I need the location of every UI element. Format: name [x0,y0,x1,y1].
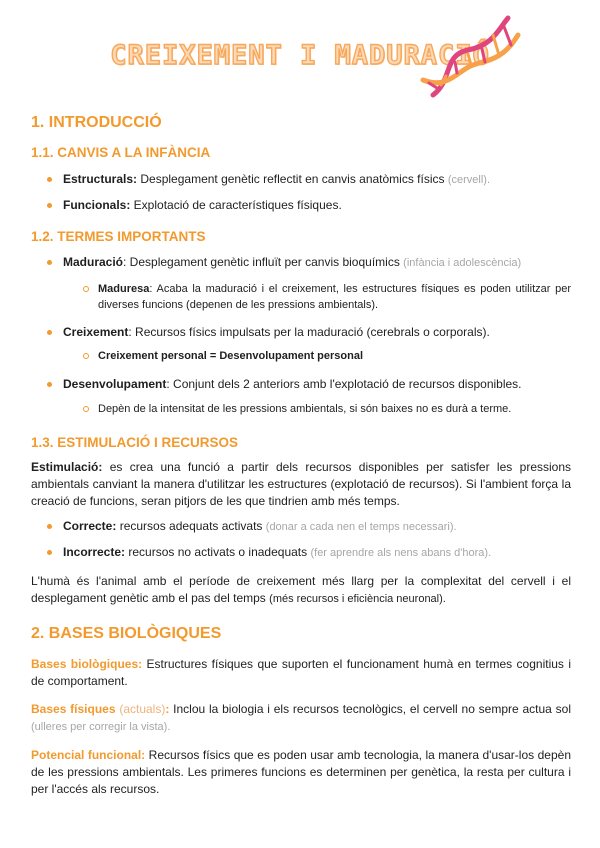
document-title: CREIXEMENT I MADURACIÓ [110,40,490,71]
sub-list [31,401,571,417]
bullet-list [31,171,571,214]
paragraph: L'humà és l'animal amb el període de creixement més llarg per la complexitat del cervell i el desplegament genètic amb el pas del temps (més recursos i eficiència neuronal). [31,574,571,605]
paragraph: Potencial funcional: Recursos físics que es poden usar amb tecnologia, la manera d'usar-los depèn de les pressions ambientals. Les primeres funcions es determinen per genètica, la resta per cultura i per l'accés als recursos. [31,748,571,796]
section-heading: 2. BASES BIOLÒGIQUES [31,625,222,642]
list-item: Correcte: recursos adequats activats (donar a cada nen el temps necessari). [31,518,571,536]
bullet-list [31,376,571,393]
sub-list [31,281,571,313]
list-item: Creixement: Recursos físics impulsats per la maduració (cerebrals o corporals). [31,324,571,341]
section-heading: 1. INTRODUCCIÓ [31,114,162,131]
list-item: Incorrecte: recursos no activats o inadequats (fer aprendre als nens abans d'hora). [31,544,571,562]
subsection-heading: 1.2. TERMES IMPORTANTS [31,229,206,244]
list-item: Maduresa: Acaba la maduració i el creixement, les estructures físiques es poden utilitzar per diverses funcions (depenen de les pressions ambientals). [31,281,571,313]
sub-list [31,348,571,364]
list-item: Depèn de la intensitat de les pressions ambientals, si són baixes no es durà a terme. [31,401,571,417]
subsection-heading: 1.1. CANVIS A LA INFÀNCIA [31,145,211,160]
bullet-list [31,518,571,562]
list-item: Desenvolupament: Conjunt dels 2 anteriors amb l'explotació de recursos disponibles. [31,376,571,393]
paragraph: Bases físiques (actuals): Inclou la biologia i els recursos tecnològics, el cervell no sempre actua sol (ulleres per corregir la vista). [31,702,571,733]
bullet-list [31,324,571,341]
paragraph: Bases biològiques: Estructures físiques que suporten el funcionament humà en termes cognitius i de comportament. [31,657,572,688]
bullet-list [31,254,571,272]
document-body [31,114,571,798]
list-item: Estructurals: Desplegament genètic reflectit en canvis anatòmics físics (cervell). [31,171,571,189]
subsection-heading: 1.3. ESTIMULACIÓ I RECURSOS [31,435,239,450]
list-item: Creixement personal = Desenvolupament personal [31,348,571,364]
list-item: Maduració: Desplegament genètic influït per canvis bioquímics (infància i adolescència) [31,254,571,272]
list-item: Funcionals: Explotació de característiques físiques. [31,197,571,214]
dna-helix-icon [413,10,528,110]
paragraph: Estimulació: es crea una funció a partir dels recursos disponibles per satisfer les pressions ambientals canviant la manera d'utilitzar les estructures (explotació de recursos). Si l'ambient força la creació de funcions, seran pitjors de les que tindrien amb més temps. [31,460,571,508]
